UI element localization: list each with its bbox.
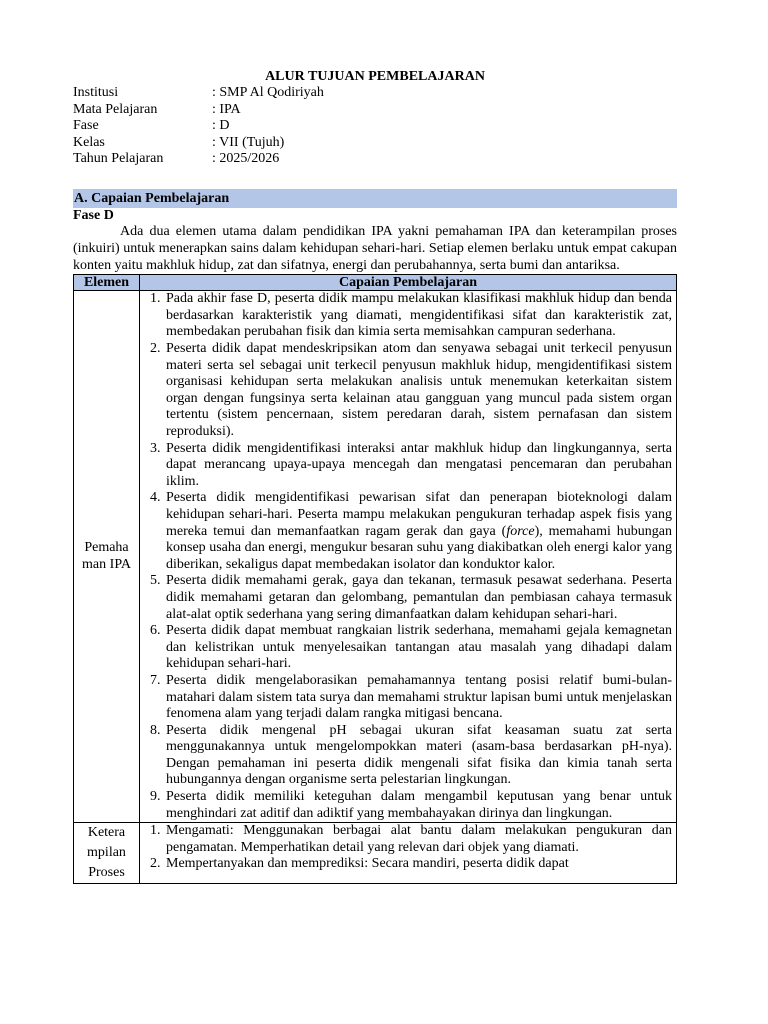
info-row-kelas <box>73 135 677 152</box>
capaian-list <box>140 823 672 873</box>
info-label: Institusi <box>73 85 119 100</box>
fase-subheading: Fase D <box>73 207 114 223</box>
elemen-keterampilan-proses: Ketera mpilan Proses <box>74 823 140 884</box>
section-heading-capaian: A. Capaian Pembelajaran <box>73 189 677 208</box>
info-label: Tahun Pelajaran <box>73 151 164 167</box>
list-item: 5. Peserta didik memahami gerak, gaya dan tekanan, termasuk pesawat sederhana. Peserta didik memahami getaran dan gelombang, pemantulan dan pembiasan cahaya termasuk alat-alat optik sederhana yang sering dimanfaatkan dalam kehidupan sehari-hari. <box>164 573 672 623</box>
info-block <box>73 85 677 168</box>
info-row-fase <box>73 118 677 135</box>
info-label: Kelas <box>73 134 105 150</box>
list-item: 7. Peserta didik mengelaborasikan pemahamannya tentang posisi relatif bumi-bulan-matahari dalam sistem tata surya dan memahami struktur lapisan bumi untuk menjelaskan fenomena alam yang terjadi dalam rangka mitigasi bencana. <box>164 673 672 723</box>
list-item: 2. Mempertanyakan dan memprediksi: Secara mandiri, peserta didik dapat <box>164 856 672 873</box>
document-title: ALUR TUJUAN PEMBELAJARAN <box>265 69 485 84</box>
list-item: 1. Mengamati: Menggunakan berbagai alat bantu dalam melakukan pengukuran dan pengamatan. Memperhatikan detail yang relevan dari objek yang diamati. <box>164 823 672 856</box>
info-value: : D <box>212 118 230 134</box>
list-item: 6. Peserta didik dapat membuat rangkaian listrik sederhana, memahami gejala kemagnetan dan kelistrikan untuk menyelesaikan tantangan atau masalah yang dihadapi dalam kehidupan sehari-hari. <box>164 623 672 673</box>
list-item: 2. Peserta didik dapat mendeskripsikan atom dan senyawa sebagai unit terkecil penyusun materi serta sel sebagai unit terkecil penyusun makhluk hidup, mengidentifikasi sistem organisasi kehidupan serta melakukan analisis untuk menemukan keterkaitan sistem organ dengan fungsinya serta kelainan atau gangguan yang muncul pada sistem organ tertentu (sistem pencernaan, sistem peredaran darah, sistem pernafasan dan sistem reproduksi). <box>164 341 672 441</box>
list-item: 3. Peserta didik mengidentifikasi interaksi antar makhluk hidup dan lingkungannya, serta dapat merancang upaya-upaya mencegah dan mengatasi pencemaran dan perubahan iklim. <box>164 441 672 491</box>
table-row <box>74 823 677 884</box>
table-row <box>74 291 677 823</box>
info-label: Fase <box>73 118 99 134</box>
info-row-mata-pelajaran <box>73 102 677 119</box>
header-elemen: Elemen <box>74 275 140 291</box>
info-row-institusi <box>73 85 677 102</box>
capaian-table <box>73 274 677 884</box>
list-item: 4. Peserta didik mengidentifikasi pewarisan sifat dan penerapan bioteknologi dalam kehidupan sehari-hari. Peserta mampu melakukan pengukuran terhadap aspek fisis yang mereka temui dan memanfaatkan ragam gerak dan gaya (force), memahami hubungan konsep usaha dan energi, mengukur besaran suhu yang diakibatkan oleh energi kalor yang diberikan, sekaligus dapat membedakan isolator dan konduktor kalor. <box>164 490 672 573</box>
capaian-cell <box>140 291 677 823</box>
list-item: 9. Peserta didik memiliki keteguhan dalam mengambil keputusan yang benar untuk menghindari zat aditif dan adiktif yang membahayakan dirinya dan lingkungan. <box>164 789 672 822</box>
list-item: 8. Peserta didik mengenal pH sebagai ukuran sifat keasaman suatu zat serta menggunakannya untuk mengelompokkan materi (asam-basa berdasarkan pH-nya). Dengan pemahaman ini peserta didik mengenali sifat fisika dan kimia tanah serta hubungannya dengan organisme serta pelestarian lingkungan. <box>164 723 672 789</box>
info-value: : 2025/2026 <box>212 151 280 167</box>
info-row-tahun-pelajaran <box>73 151 677 168</box>
capaian-cell <box>140 823 677 884</box>
elemen-pemahaman-ipa: Pemaha man IPA <box>74 291 140 823</box>
intro-paragraph: Ada dua elemen utama dalam pendidikan IPA yakni pemahaman IPA dan keterampilan proses (inkuiri) untuk menerapkan sains dalam kehidupan sehari-hari. Setiap elemen berlaku untuk empat cakupan konten yaitu makhluk hidup, zat dan sifatnya, energi dan perubahannya, serta bumi dan antariksa. <box>73 224 677 273</box>
header-capaian: Capaian Pembelajaran <box>140 275 677 291</box>
info-value: : VII (Tujuh) <box>212 134 285 150</box>
document-page <box>73 68 677 884</box>
capaian-list <box>140 291 672 822</box>
info-label: Mata Pelajaran <box>73 101 158 117</box>
info-value: : SMP Al Qodiriyah <box>212 85 324 100</box>
info-value: : IPA <box>212 101 241 117</box>
table-header-row <box>74 275 677 291</box>
list-item: 1. Pada akhir fase D, peserta didik mampu melakukan klasifikasi makhluk hidup dan benda berdasarkan karakteristik yang diamati, mengidentifikasi sifat dan karakteristik zat, membedakan perubahan fisik dan kimia serta memisahkan campuran sederhana. <box>164 291 672 341</box>
